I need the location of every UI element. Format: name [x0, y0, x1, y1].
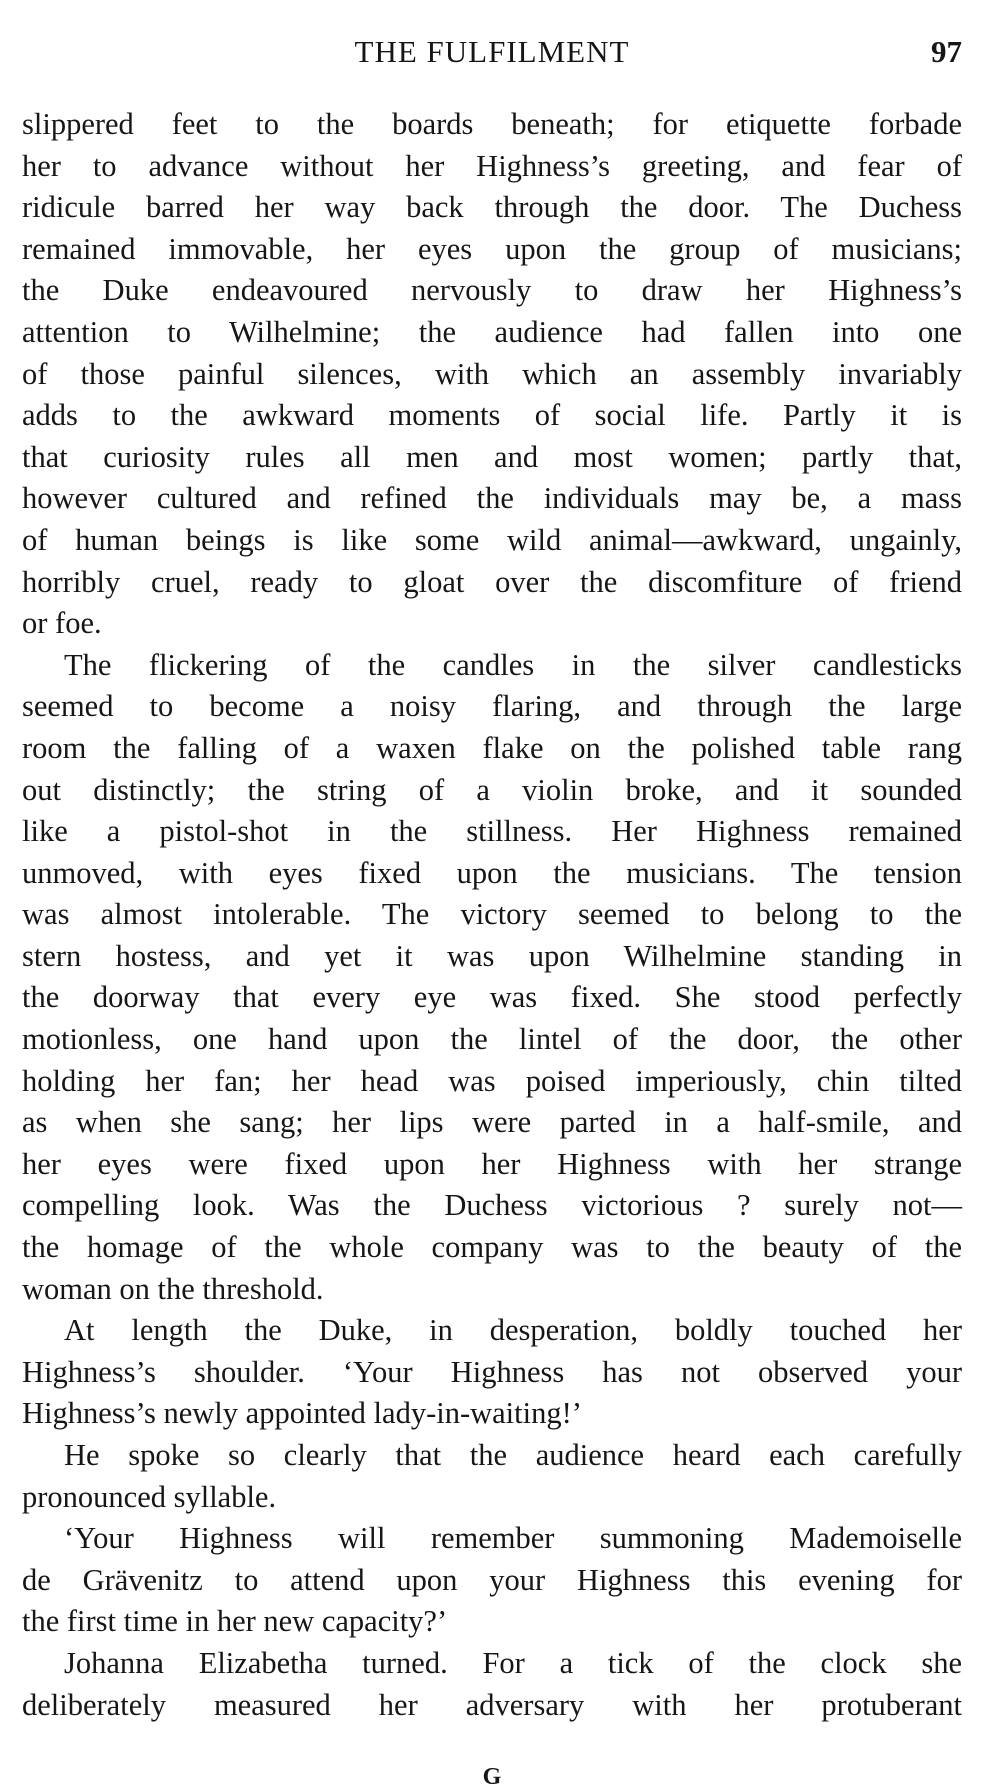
- text-line: however cultured and refined the individuals may be, a mass: [22, 481, 962, 516]
- text-line: the Duke endeavoured nervously to draw her Highness’s: [22, 273, 962, 308]
- text-line: the doorway that every eye was fixed. She stood perfectly: [22, 980, 962, 1015]
- text-line: compelling look. Was the Duchess victorious ? surely not—: [22, 1188, 962, 1223]
- text-line: Highness’s newly appointed lady-in-waiting!’: [22, 1396, 582, 1431]
- text-line: out distinctly; the string of a violin broke, and it sounded: [22, 772, 962, 807]
- text-line: seemed to become a noisy flaring, and through the large: [22, 689, 962, 724]
- text-line: motionless, one hand upon the lintel of the door, the other: [22, 1022, 962, 1057]
- book-page: [22, 0, 962, 1790]
- text-line: of human beings is like some wild animal—awkward, ungainly,: [22, 522, 962, 557]
- running-head: [22, 30, 962, 74]
- text-line: At length the Duke, in desperation, boldly touched her: [64, 1313, 962, 1348]
- text-line: unmoved, with eyes fixed upon the musicians. The tension: [22, 855, 962, 890]
- text-line: her to advance without her Highness’s greeting, and fear of: [22, 148, 962, 183]
- running-title: THE FULFILMENT: [354, 34, 630, 69]
- text-line: like a pistol-shot in the stillness. Her Highness remained: [22, 814, 962, 849]
- text-line: Johanna Elizabetha turned. For a tick of the clock she: [64, 1645, 962, 1680]
- text-line: the first time in her new capacity?’: [22, 1604, 448, 1639]
- text-line: that curiosity rules all men and most women; partly that,: [22, 439, 962, 474]
- signature-mark: G: [482, 1764, 502, 1790]
- text-line: woman on the threshold.: [22, 1271, 324, 1306]
- text-line: her eyes were fixed upon her Highness with her strange: [22, 1146, 962, 1181]
- text-line: Highness’s shoulder. ‘Your Highness has not observed your: [22, 1354, 962, 1389]
- page-number: 97: [931, 34, 962, 69]
- text-line: holding her fan; her head was poised imperiously, chin tilted: [22, 1063, 962, 1098]
- text-line: or foe.: [22, 606, 102, 641]
- text-line: ‘Your Highness will remember summoning Mademoiselle: [64, 1521, 962, 1556]
- text-line: slippered feet to the boards beneath; for etiquette forbade: [22, 107, 962, 141]
- text-line: the homage of the whole company was to the beauty of the: [22, 1230, 962, 1265]
- text-line: pronounced syllable.: [22, 1479, 277, 1514]
- text-line: de Grävenitz to attend upon your Highness this evening for: [22, 1562, 962, 1597]
- text-line: attention to Wilhelmine; the audience had fallen into one: [22, 314, 962, 349]
- text-line: stern hostess, and yet it was upon Wilhelmine standing in: [22, 938, 962, 973]
- text-line: remained immovable, her eyes upon the group of musicians;: [22, 231, 962, 266]
- text-line: adds to the awkward moments of social life. Partly it is: [22, 398, 962, 433]
- body-text: [22, 104, 962, 1726]
- text-line: deliberately measured her adversary with her protuberant: [22, 1687, 962, 1722]
- text-line: of those painful silences, with which an assembly invariably: [22, 356, 962, 391]
- text-line: He spoke so clearly that the audience heard each carefully: [64, 1438, 962, 1472]
- text-line: as when she sang; her lips were parted in a half-smile, and: [22, 1105, 962, 1140]
- text-line: ridicule barred her way back through the door. The Duchess: [22, 190, 962, 225]
- text-line: was almost intolerable. The victory seemed to belong to the: [22, 897, 962, 932]
- text-line: room the falling of a waxen flake on the polished table rang: [22, 730, 962, 765]
- text-line: horribly cruel, ready to gloat over the discomfiture of friend: [22, 564, 962, 599]
- text-line: The flickering of the candles in the silver candlesticks: [64, 647, 962, 682]
